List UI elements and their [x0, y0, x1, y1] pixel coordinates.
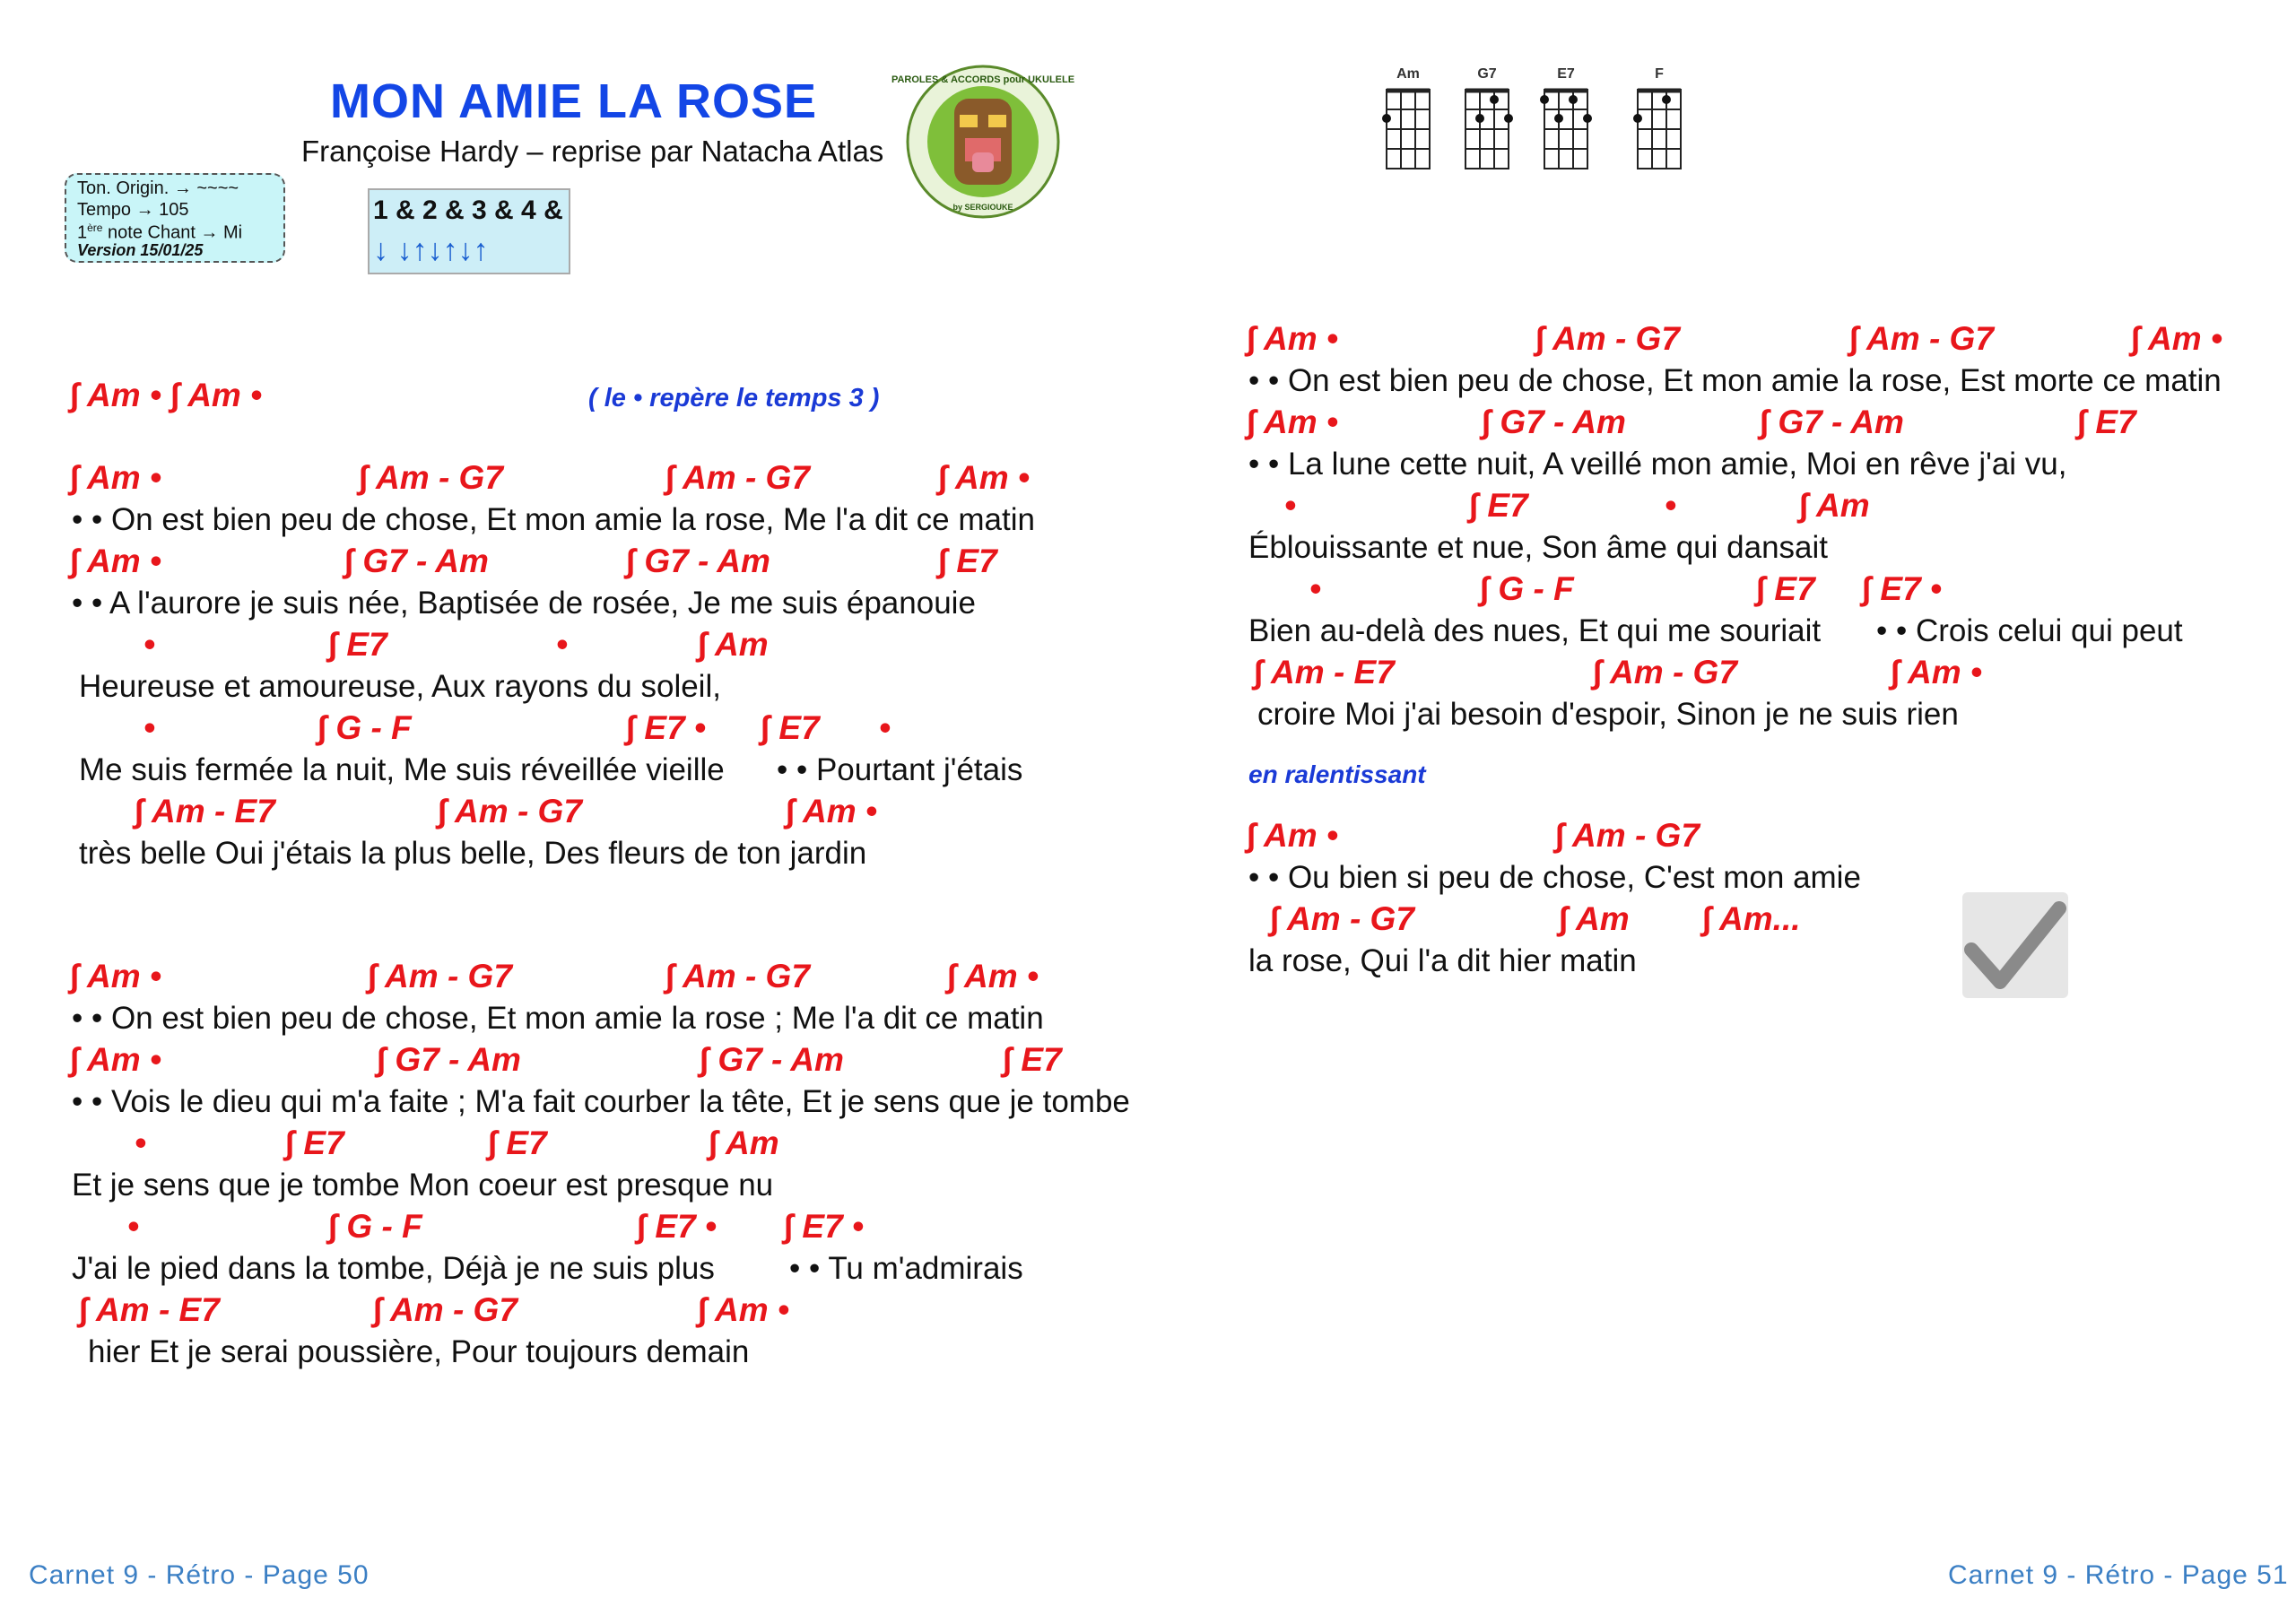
chord: ∫ E7 — [938, 543, 997, 579]
logo-text: PAROLES & ACCORDS pour UKULELE — [891, 74, 1075, 85]
chord: ∫ Am • — [1247, 320, 1338, 357]
lyric-line: Me suis fermée la nuit, Me suis réveillée vieille — [79, 752, 725, 787]
chord: ∫ E7 — [1756, 570, 1815, 607]
chord: ∫ Am • — [1891, 654, 1982, 690]
strumming-pattern — [368, 188, 570, 274]
chord: ∫ E7 — [1003, 1041, 1062, 1078]
chord: ∫ E7 — [2077, 404, 2136, 440]
chord-diagram-e7 — [1539, 68, 1593, 172]
chord: ∫ Am - G7 — [1849, 320, 1994, 357]
lyric-line: Et je sens que je tombe Mon coeur est presque nu — [72, 1168, 774, 1203]
chord: ∫ Am • — [938, 459, 1030, 496]
chord: ∫ E7 — [761, 709, 820, 746]
chord: ∫ G7 - Am — [1760, 404, 1904, 440]
chord: ∫ Am — [1799, 487, 1870, 524]
chord: ∫ E7 • — [626, 709, 706, 746]
chord: ∫ Am — [709, 1125, 779, 1161]
intro-chords: ∫ Am • ∫ Am • — [70, 377, 263, 413]
chord: ∫ G7 - Am — [344, 543, 489, 579]
info-first-note: 1ère note Chant → Mi — [77, 221, 243, 243]
lyric-line: croire Moi j'ai besoin d'espoir, Sinon je ne suis rien — [1257, 697, 1959, 732]
lyric-line: • • Tu m'admirais — [789, 1251, 1023, 1286]
chord: ∫ E7 — [1469, 487, 1528, 524]
chord: • — [135, 1125, 146, 1161]
chord: ∫ Am • — [70, 958, 161, 994]
chord: • — [879, 709, 891, 746]
chord: ∫ G - F — [317, 709, 412, 746]
chord: ∫ Am - G7 — [665, 459, 810, 496]
chord: ∫ E7 • — [784, 1208, 864, 1245]
page-footer-left: Carnet 9 - Rétro - Page 50 — [29, 1560, 370, 1590]
lyric-line: la rose, Qui l'a dit hier matin — [1248, 943, 1637, 978]
chord: • — [1665, 487, 1676, 524]
chord: ∫ G7 - Am — [700, 1041, 844, 1078]
info-version: Version 15/01/25 — [77, 241, 204, 259]
info-key: Ton. Origin. → ~~~~ — [77, 178, 239, 198]
page-footer-right: Carnet 9 - Rétro - Page 51 — [1948, 1560, 2289, 1590]
chord: ∫ Am - G7 — [1535, 320, 1680, 357]
chord-diagram-label: Am — [1396, 66, 1420, 82]
chord: ∫ Am — [698, 626, 769, 663]
chord: • — [556, 626, 568, 663]
song-info-box — [65, 173, 285, 263]
chord: ∫ Am - G7 — [1270, 900, 1414, 937]
chord: ∫ Am - E7 — [1254, 654, 1395, 690]
chord: ∫ Am • — [70, 459, 161, 496]
chord: ∫ Am - G7 — [373, 1291, 517, 1328]
chord: ∫ Am • — [698, 1291, 789, 1328]
song-title: MON AMIE LA ROSE — [330, 74, 818, 128]
chord: ∫ G7 - Am — [626, 543, 770, 579]
lyric-line: J'ai le pied dans la tombe, Déjà je ne suis plus — [72, 1251, 715, 1286]
lyric-line: • • Vois le dieu qui m'a faite ; M'a fait courber la tête, Et je sens que je tombe — [72, 1084, 1130, 1119]
lyric-line: très belle Oui j'étais la plus belle, Des fleurs de ton jardin — [79, 836, 867, 871]
lyric-line: Éblouissante et nue, Son âme qui dansait — [1248, 530, 1828, 565]
chord: ∫ Am • — [70, 1041, 161, 1078]
song-artist: Françoise Hardy – reprise par Natacha Atlas — [301, 135, 884, 168]
chord: ∫ Am - E7 — [135, 793, 275, 829]
chord-diagram-label: G7 — [1477, 66, 1497, 82]
chord: ∫ Am... — [1702, 900, 1801, 937]
lyric-line: • • Crois celui qui peut — [1876, 613, 2183, 648]
chord: ∫ E7 • — [1862, 570, 1942, 607]
lyric-line: • • On est bien peu de chose, Et mon amie la rose ; Me l'a dit ce matin — [72, 1001, 1044, 1036]
lyric-line: • • On est bien peu de chose, Et mon amie la rose, Est morte ce matin — [1248, 363, 2222, 398]
chord: ∫ G - F — [1480, 570, 1574, 607]
lyric-line: • • Pourtant j'étais — [777, 752, 1023, 787]
chord: • — [1309, 570, 1321, 607]
chord: ∫ Am • — [70, 543, 161, 579]
chord: ∫ E7 • — [637, 1208, 717, 1245]
chord: ∫ E7 — [285, 1125, 344, 1161]
chord: ∫ Am • — [1247, 404, 1338, 440]
chord: ∫ Am — [1559, 900, 1630, 937]
chord: ∫ Am - G7 — [438, 793, 582, 829]
chord: ∫ Am - G7 — [1593, 654, 1737, 690]
lyric-line: hier Et je serai poussière, Pour toujours demain — [88, 1334, 750, 1369]
checkmark-icon — [1962, 892, 2068, 998]
chord-diagram-f — [1632, 68, 1686, 172]
chord-diagram-label: E7 — [1557, 66, 1575, 82]
chord: ∫ E7 — [488, 1125, 547, 1161]
chord-diagram-am — [1381, 68, 1435, 172]
logo-by: by SERGIOUKE — [952, 203, 1013, 212]
chord: ∫ Am • — [786, 793, 877, 829]
chord-diagram-g7 — [1460, 68, 1514, 172]
chord: ∫ Am • — [2131, 320, 2222, 357]
chord: • — [144, 709, 155, 746]
chord: ∫ E7 — [328, 626, 387, 663]
lyric-line: • • A l'aurore je suis née, Baptisée de rosée, Je me suis épanouie — [72, 586, 976, 621]
info-tempo: Tempo → 105 — [77, 200, 189, 220]
chord: ∫ Am - G7 — [665, 958, 810, 994]
strum-beats: 1 & 2 & 3 & 4 & — [373, 195, 563, 225]
chord: • — [1284, 487, 1296, 524]
strum-arrows: ↓ ↓↑↓↑↓↑ — [373, 233, 489, 267]
chord: ∫ Am • — [1247, 817, 1338, 854]
lyric-line: • • La lune cette nuit, A veillé mon amie, Moi en rêve j'ai vu, — [1248, 447, 2067, 482]
chord: ∫ Am • — [947, 958, 1039, 994]
tempo-note: en ralentissant — [1248, 760, 1426, 788]
chord: ∫ Am - G7 — [1555, 817, 1700, 854]
chord: ∫ G7 - Am — [1482, 404, 1626, 440]
lyric-line: Bien au-delà des nues, Et qui me souriait — [1248, 613, 1822, 648]
chord: ∫ Am - G7 — [368, 958, 512, 994]
lyric-line: • • Ou bien si peu de chose, C'est mon amie — [1248, 860, 1861, 895]
lyric-line: • • On est bien peu de chose, Et mon amie la rose, Me l'a dit ce matin — [72, 502, 1035, 537]
ukulele-logo — [891, 63, 1075, 221]
lyric-line: Heureuse et amoureuse, Aux rayons du soleil, — [79, 669, 721, 704]
chord: ∫ Am - G7 — [359, 459, 503, 496]
chord: • — [127, 1208, 139, 1245]
chord: ∫ Am - E7 — [79, 1291, 220, 1328]
chord-diagram-label: F — [1655, 66, 1664, 82]
chord: ∫ G7 - Am — [377, 1041, 521, 1078]
beat-note: ( le • repère le temps 3 ) — [588, 384, 880, 413]
chord: • — [144, 626, 155, 663]
chord: ∫ G - F — [328, 1208, 422, 1245]
